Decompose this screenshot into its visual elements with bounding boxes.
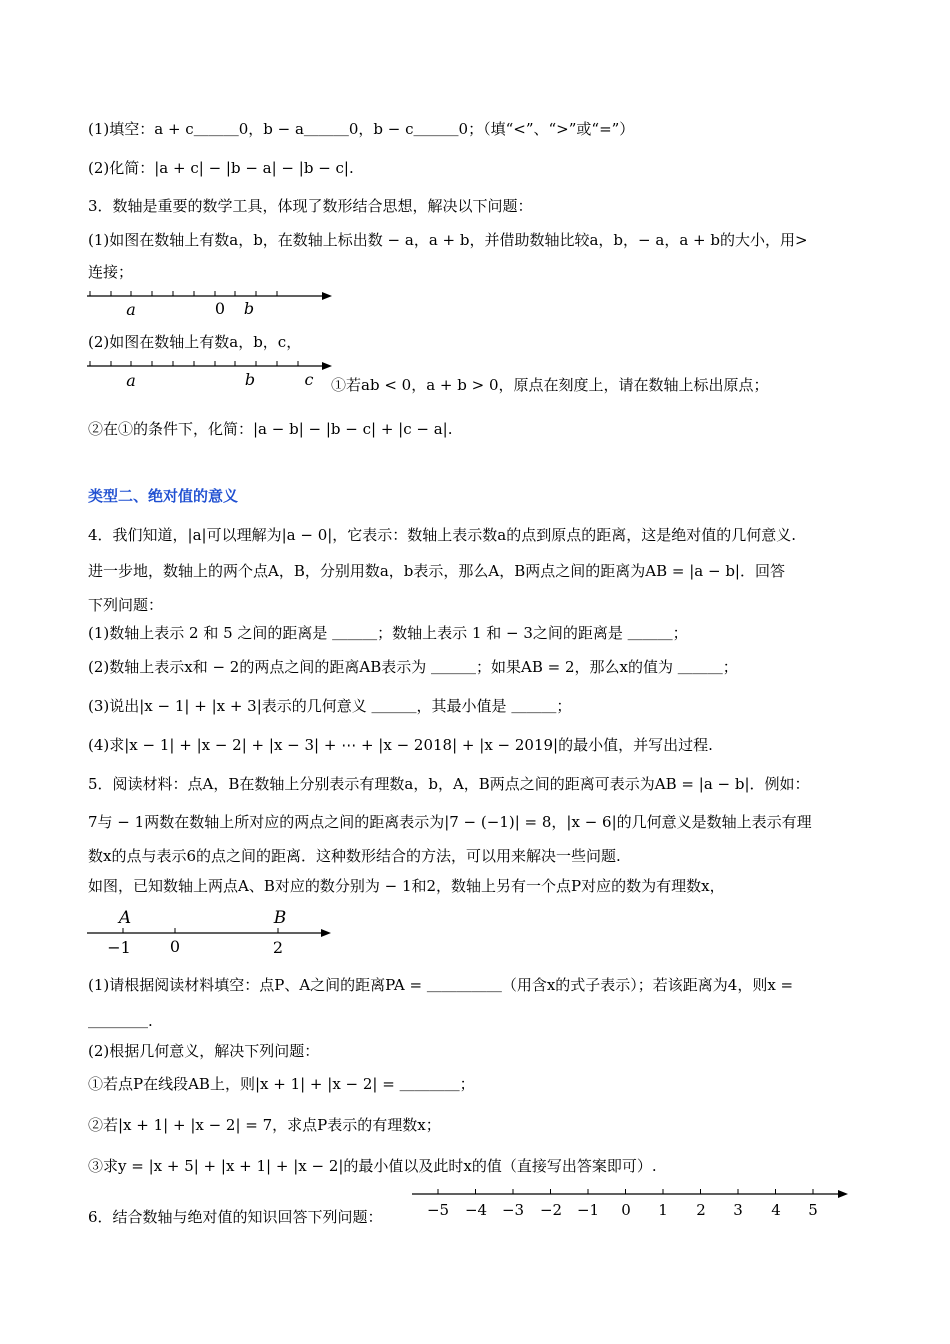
- q5-part2-sub1: ①若点P在线段AB上，则|x + 1| + |x − 2| = ＿＿＿＿；: [88, 1075, 475, 1093]
- axis4-tick-label: −3: [501, 1201, 525, 1219]
- axis2-label-c: c: [304, 370, 314, 389]
- q4-stem: 4．我们知道，|a|可以理解为|a − 0|，它表示：数轴上表示数a的点到原点的距离，这是绝对值的几何意义.: [88, 526, 797, 544]
- q6-stem: 6．结合数轴与绝对值的知识回答下列问题：: [88, 1208, 383, 1226]
- q2-part2-simplify: (2)化简：|a + c| − |b − a| − |b − c|.: [88, 159, 354, 177]
- q4-part1: (1)数轴上表示 2 和 5 之间的距离是 ＿＿＿；数轴上表示 1 和 − 3之间的距离是 ＿＿＿；: [88, 624, 688, 642]
- axis4-tick-label: −4: [464, 1201, 488, 1219]
- q5-part1-cont: ＿＿＿＿.: [88, 1012, 153, 1030]
- axis2-label-b: b: [244, 370, 256, 389]
- q3-part1: (1)如图在数轴上有数a，b，在数轴上标出数 − a，a + b，并借助数轴比较a，b，− a，a + b的大小，用>: [88, 231, 808, 249]
- axis1-label-a: a: [126, 300, 136, 319]
- axis1-label-b: b: [243, 299, 255, 318]
- q5-figure-intro: 如图，已知数轴上两点A、B对应的数分别为 − 1和2，数轴上另有一个点P对应的数为有理数x，: [88, 877, 725, 895]
- number-line-1: [85, 287, 335, 321]
- q3-stem: 3．数轴是重要的数学工具，体现了数形结合思想，解决以下问题：: [88, 197, 533, 215]
- number-line-4: [410, 1184, 855, 1224]
- axis4-tick-label: −5: [426, 1201, 450, 1219]
- axis4-tick-label: 3: [733, 1201, 743, 1219]
- q4-stem-end: 下列问题：: [88, 596, 164, 614]
- axis4-tick-label: 2: [696, 1201, 706, 1219]
- q3-part2-sub1: ①若ab < 0，a + b > 0，原点在刻度上，请在数轴上标出原点；: [331, 376, 769, 394]
- axis4-tick-label: 4: [771, 1201, 781, 1219]
- axis4-tick-label: −2: [539, 1201, 563, 1219]
- section-heading: 类型二、绝对值的意义: [88, 487, 239, 505]
- q4-stem-cont: 进一步地，数轴上的两个点A，B，分别用数a，b表示，那么A，B两点之间的距离为AB = |a − b|．回答: [88, 562, 785, 580]
- axis3-label-neg1: −1: [107, 938, 131, 957]
- q2-part1-fill-blank: (1)填空：a + c＿＿＿0，b − a＿＿＿0，b − c＿＿＿0；（填“<”、“>”或“=”）: [88, 120, 635, 138]
- axis4-tick-label: −1: [576, 1201, 600, 1219]
- q4-part3: (3)说出|x − 1| + |x + 3|表示的几何意义 ＿＿＿，其最小值是 ＿＿＿；: [88, 697, 572, 715]
- axis4-tick-label: 0: [621, 1201, 631, 1219]
- number-line-2: [85, 360, 335, 394]
- q5-stem-cont: 7与 − 1两数在数轴上所对应的两点之间的距离表示为|7 − (−1)| = 8，|x − 6|的几何意义是数轴上表示有理: [88, 813, 812, 831]
- q4-part4: (4)求|x − 1| + |x − 2| + |x − 3| + ⋯ + |x − 2018| + |x − 2019|的最小值，并写出过程.: [88, 736, 713, 754]
- q5-part1: (1)请根据阅读材料填空：点P、A之间的距离PA = ＿＿＿＿＿（用含x的式子表示）；若该距离为4，则x =: [88, 976, 794, 994]
- q3-part1-cont: 连接；: [88, 263, 134, 281]
- q5-stem: 5．阅读材料：点A，B在数轴上分别表示有理数a，b，A，B两点之间的距离可表示为AB = |a − b|．例如：: [88, 775, 810, 793]
- q3-part2: (2)如图在数轴上有数a，b，c，: [88, 333, 302, 351]
- axis3-label-0: 0: [169, 937, 181, 956]
- axis1-label-0: 0: [214, 299, 226, 318]
- q5-part2: (2)根据几何意义，解决下列问题：: [88, 1042, 320, 1060]
- q4-part2: (2)数轴上表示x和 − 2的两点之间的距离AB表示为 ＿＿＿；如果AB = 2，那么x的值为 ＿＿＿；: [88, 658, 738, 676]
- q5-part2-sub3: ③求y = |x + 5| + |x + 1| + |x − 2|的最小值以及此时x的值（直接写出答案即可）.: [88, 1157, 657, 1175]
- q5-stem-end: 数x的点与表示6的点之间的距离．这种数形结合的方法，可以用来解决一些问题.: [88, 847, 621, 865]
- axis3-label-A: A: [118, 908, 132, 928]
- q3-part2-sub2: ②在①的条件下，化简：|a − b| − |b − c| + |c − a|.: [88, 420, 453, 438]
- q5-part2-sub2: ②若|x + 1| + |x − 2| = 7，求点P表示的有理数x；: [88, 1116, 441, 1134]
- axis4-tick-label: 5: [808, 1201, 818, 1219]
- axis3-label-2: 2: [272, 938, 284, 957]
- number-line-3: [85, 905, 335, 961]
- axis4-tick-label: 1: [658, 1201, 668, 1219]
- axis2-label-a: a: [126, 371, 136, 390]
- axis3-label-B: B: [273, 908, 287, 928]
